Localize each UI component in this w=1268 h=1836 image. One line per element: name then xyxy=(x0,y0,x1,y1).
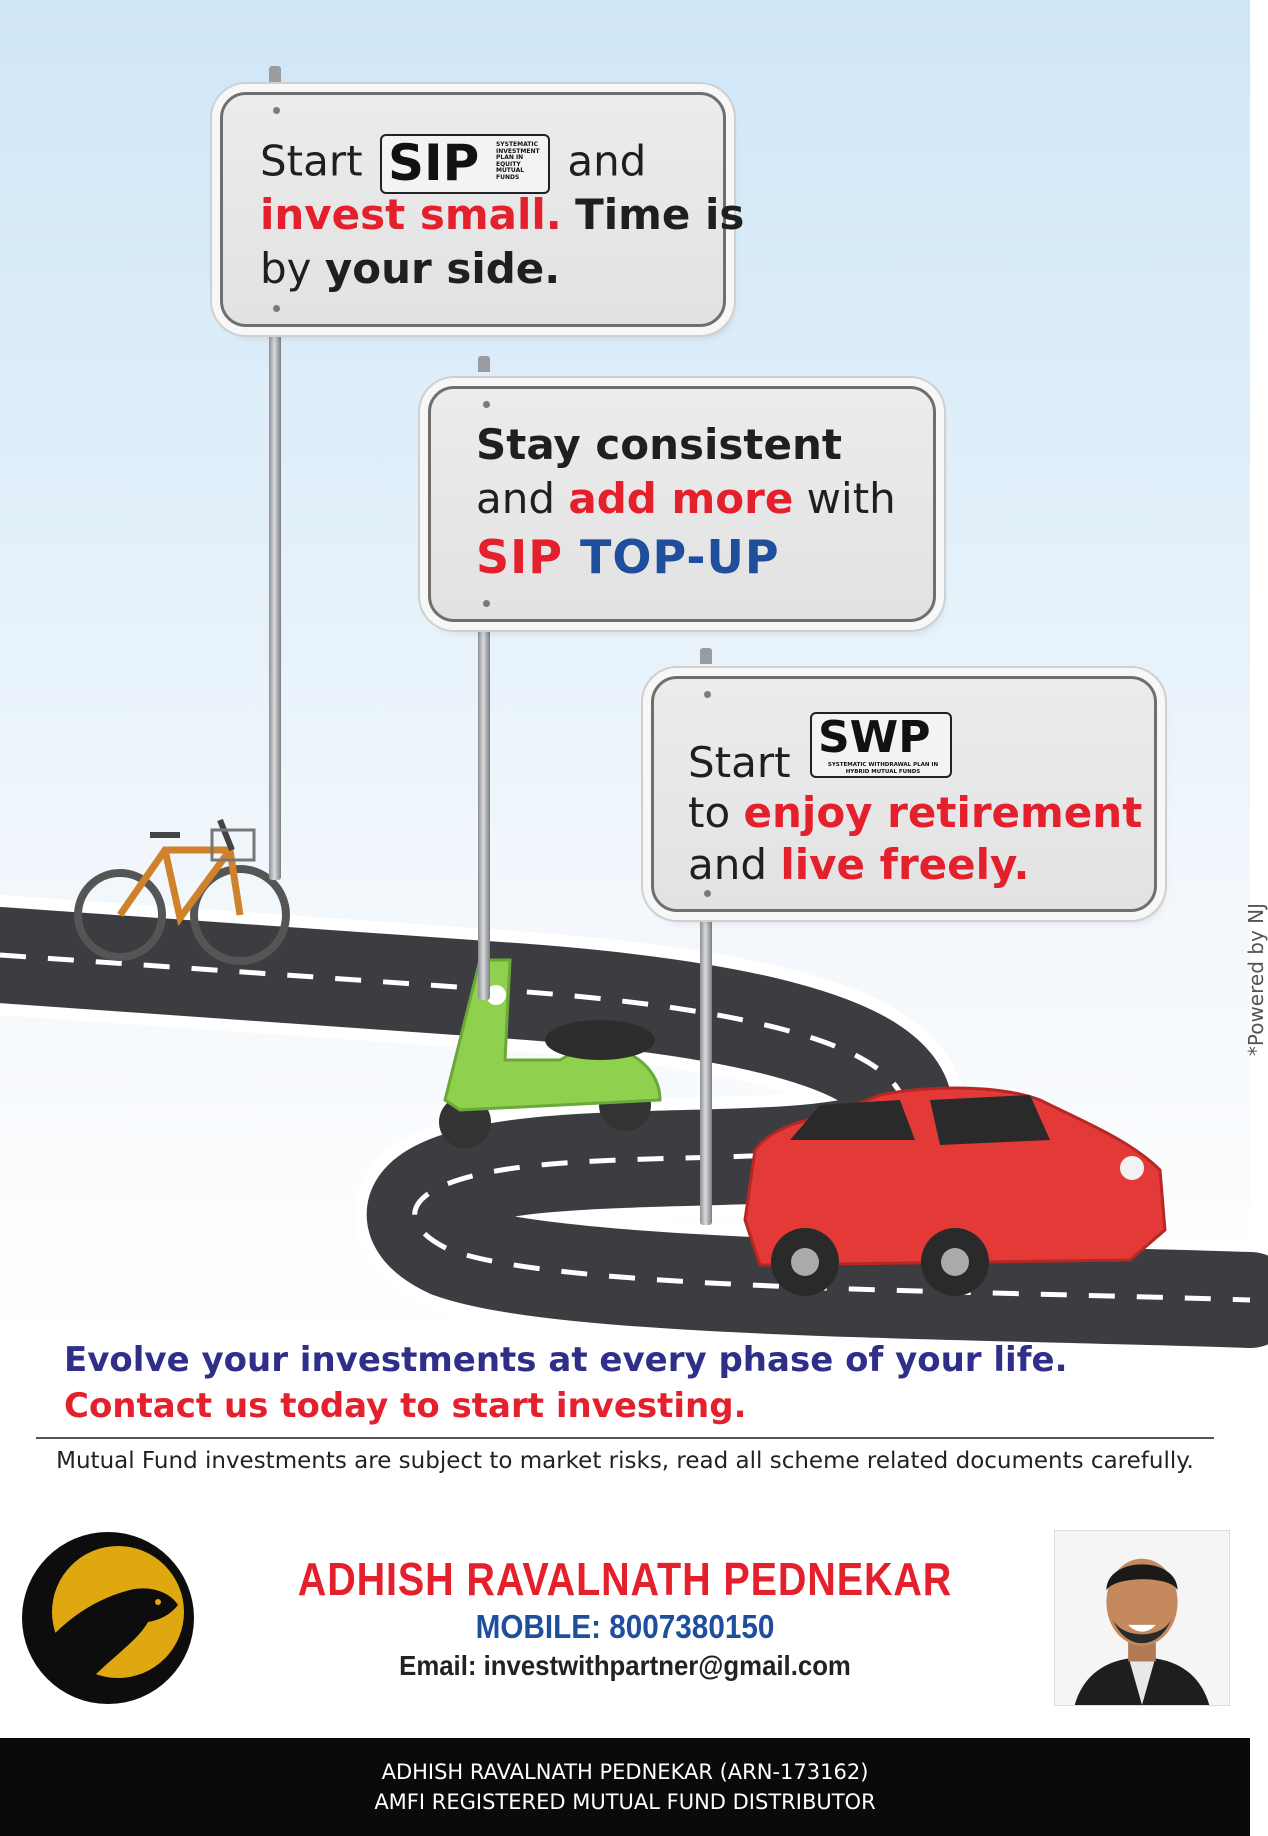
bolt xyxy=(483,600,490,607)
footer-arn: ADHISH RAVALNATH PEDNEKAR (ARN-173162) xyxy=(381,1760,869,1784)
bolt xyxy=(704,890,711,897)
disclaimer: Mutual Fund investments are subject to market risks, read all scheme related documents carefully. xyxy=(56,1448,1194,1474)
sip-logo: SIP SYSTEMATIC INVESTMENT PLAN IN EQUITY MUTUAL FUNDS xyxy=(380,134,550,194)
sign3-line1: Start SWP SYSTEMATIC WITHDRAWAL PLAN IN HYBRID MUTUAL FUNDS xyxy=(688,712,952,778)
sign1-line2: invest small. Time is xyxy=(260,190,745,239)
sign3-line3: and live freely. xyxy=(688,840,1030,889)
advisor-email: Email: investwithpartner@gmail.com xyxy=(399,1650,851,1681)
divider xyxy=(36,1437,1214,1439)
sign2-line3: SIP TOP-UP xyxy=(476,530,780,584)
bolt xyxy=(704,691,711,698)
sign2-line2: and add more with xyxy=(476,474,896,523)
pole-cap xyxy=(700,648,712,664)
swp-logo: SWP SYSTEMATIC WITHDRAWAL PLAN IN HYBRID MUTUAL FUNDS xyxy=(810,712,952,778)
sign3-line2: to enjoy retirement xyxy=(688,788,1143,837)
sign-pole xyxy=(478,620,490,1000)
advisor-name: ADHISH RAVALNATH PEDNEKAR xyxy=(297,1553,953,1605)
pole-cap xyxy=(269,66,281,82)
bolt xyxy=(483,401,490,408)
headline-line1: Evolve your investments at every phase of your life. xyxy=(64,1340,1068,1380)
sign2-line1: Stay consistent xyxy=(476,420,842,469)
advisor-photo xyxy=(1054,1530,1230,1706)
powered-by-tag: *Powered by NJ xyxy=(1244,903,1268,1057)
headline-line2: Contact us today to start investing. xyxy=(64,1386,747,1426)
bolt xyxy=(273,305,280,312)
sign1-line1: Start SIP SYSTEMATIC INVESTMENT PLAN IN EQUITY MUTUAL FUNDS and xyxy=(260,134,647,192)
footer-bar xyxy=(0,1738,1250,1836)
sign-pole xyxy=(269,320,281,880)
footer-amfi: AMFI REGISTERED MUTUAL FUND DISTRIBUTOR xyxy=(374,1790,876,1814)
sip-logo-caption: SYSTEMATIC INVESTMENT PLAN IN EQUITY MUTUAL FUNDS xyxy=(495,141,540,181)
pole-cap xyxy=(478,356,490,372)
bolt xyxy=(273,107,280,114)
sign-pole xyxy=(700,900,712,1225)
sign1-line3: by your side. xyxy=(260,244,561,293)
advisor-mobile: MOBILE: 8007380150 xyxy=(475,1608,775,1645)
